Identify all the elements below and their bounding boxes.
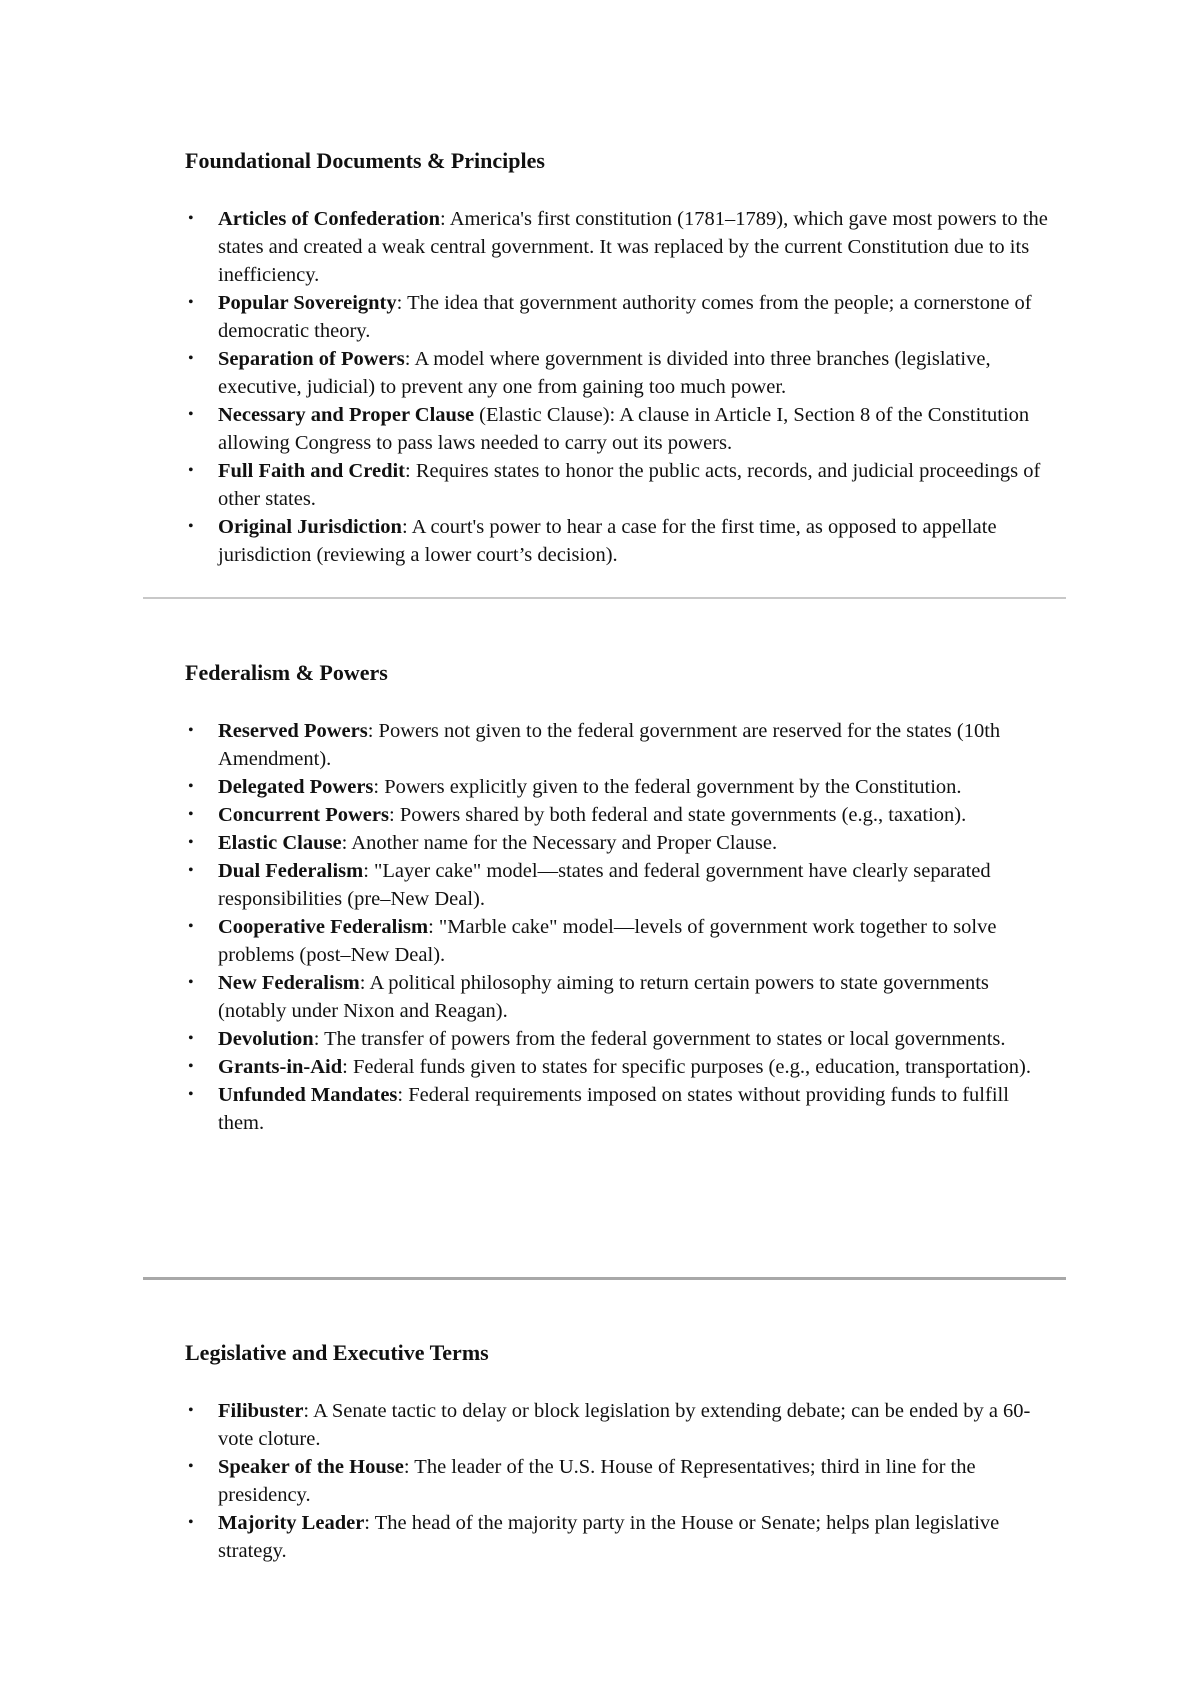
term-definition: : A court's power to hear a case for the first time, as opposed to appellate jurisdiction (reviewing a lower court’s decision).	[218, 516, 997, 566]
bullet-icon: •	[188, 834, 194, 851]
term-definition: : Powers not given to the federal government are reserved for the states (10th Amendment).	[218, 720, 1001, 770]
list-item	[185, 1053, 1058, 1081]
term-name: Popular Sovereignty	[218, 292, 397, 314]
bullet-icon: •	[188, 1086, 194, 1103]
list-item	[185, 1025, 1058, 1053]
list-item	[185, 801, 1058, 829]
section-divider	[143, 1277, 1066, 1280]
term-name: Filibuster	[218, 1400, 304, 1422]
term-list	[185, 717, 1058, 1137]
list-item	[185, 345, 1058, 401]
bullet-icon: •	[188, 974, 194, 991]
term-name: Elastic Clause	[218, 832, 342, 854]
list-item	[185, 969, 1058, 1025]
list-item	[185, 1397, 1058, 1453]
bullet-icon: •	[188, 1514, 194, 1531]
term-name: Concurrent Powers	[218, 804, 389, 826]
term-definition: : A political philosophy aiming to return certain powers to state governments (notably under Nixon and Reagan).	[218, 972, 989, 1022]
term-name: New Federalism	[218, 972, 360, 994]
term-name: Devolution	[218, 1028, 314, 1050]
term-definition: : The idea that government authority comes from the people; a cornerstone of democratic theory.	[218, 292, 1032, 342]
list-item	[185, 1453, 1058, 1509]
section-foundational	[185, 147, 1065, 566]
bullet-icon: •	[188, 294, 194, 311]
term-definition: : A Senate tactic to delay or block legislation by extending debate; can be ended by a 60-vote cloture.	[218, 1400, 1031, 1450]
list-item	[185, 717, 1058, 773]
bullet-icon: •	[188, 778, 194, 795]
term-definition: : Federal funds given to states for specific purposes (e.g., education, transportation).	[342, 1056, 1031, 1078]
term-definition: : Another name for the Necessary and Proper Clause.	[341, 832, 778, 854]
term-definition: : "Layer cake" model—states and federal government have clearly separated responsibilities (pre–New Deal).	[218, 860, 991, 910]
section-heading: Federalism & Powers	[185, 660, 388, 685]
term-name: Grants-in-Aid	[218, 1056, 343, 1078]
list-item	[185, 1509, 1058, 1565]
term-definition: : The leader of the U.S. House of Representatives; third in line for the presidency.	[218, 1456, 976, 1506]
bullet-icon: •	[188, 862, 194, 879]
bullet-icon: •	[188, 210, 194, 227]
list-item	[185, 913, 1058, 969]
list-item	[185, 857, 1058, 913]
bullet-icon: •	[188, 1058, 194, 1075]
term-name: Unfunded Mandates	[218, 1084, 398, 1106]
bullet-icon: •	[188, 806, 194, 823]
list-item	[185, 289, 1058, 345]
bullet-icon: •	[188, 918, 194, 935]
term-definition: : Powers shared by both federal and state governments (e.g., taxation).	[389, 804, 967, 826]
term-name: Majority Leader	[218, 1512, 365, 1534]
bullet-icon: •	[188, 1458, 194, 1475]
term-definition: : The transfer of powers from the federal government to states or local governments.	[313, 1028, 1006, 1050]
term-name: Necessary and Proper Clause	[218, 404, 475, 426]
term-name: Reserved Powers	[218, 720, 368, 742]
bullet-icon: •	[188, 1030, 194, 1047]
section-heading: Foundational Documents & Principles	[185, 148, 545, 173]
term-definition: : Federal requirements imposed on states without providing funds to fulfill them.	[218, 1084, 1009, 1134]
list-item	[185, 829, 1058, 857]
term-definition: : Powers explicitly given to the federal government by the Constitution.	[373, 776, 962, 798]
list-item	[185, 457, 1058, 513]
section-legislative	[185, 1339, 1065, 1562]
term-list	[185, 205, 1058, 569]
term-definition: : America's first constitution (1781–1789), which gave most powers to the states and created a weak central government. It was replaced by the current Constitution due to its inefficiency.	[218, 208, 1048, 286]
bullet-icon: •	[188, 1402, 194, 1419]
list-item	[185, 773, 1058, 801]
bullet-icon: •	[188, 406, 194, 423]
term-name: Full Faith and Credit	[218, 460, 405, 482]
term-name: Articles of Confederation	[218, 208, 441, 230]
term-name: Original Jurisdiction	[218, 516, 402, 538]
section-federalism	[185, 659, 1065, 1134]
term-definition: : Requires states to honor the public acts, records, and judicial proceedings of other states.	[218, 460, 1041, 510]
section-heading: Legislative and Executive Terms	[185, 1340, 489, 1365]
term-name: Cooperative Federalism	[218, 916, 429, 938]
term-definition: (Elastic Clause): A clause in Article I, Section 8 of the Constitution allowing Congress to pass laws needed to carry out its powers.	[218, 404, 1030, 454]
term-name: Dual Federalism	[218, 860, 364, 882]
term-definition: : "Marble cake" model—levels of government work together to solve problems (post–New Deal).	[218, 916, 997, 966]
bullet-icon: •	[188, 722, 194, 739]
term-name: Separation of Powers	[218, 348, 405, 370]
list-item	[185, 401, 1058, 457]
term-list	[185, 1397, 1058, 1565]
term-name: Delegated Powers	[218, 776, 374, 798]
list-item	[185, 513, 1058, 569]
list-item	[185, 1081, 1058, 1137]
list-item	[185, 205, 1058, 289]
bullet-icon: •	[188, 350, 194, 367]
section-divider	[143, 597, 1066, 599]
term-name: Speaker of the House	[218, 1456, 404, 1478]
term-definition: : The head of the majority party in the House or Senate; helps plan legislative strategy.	[218, 1512, 1000, 1562]
term-definition: : A model where government is divided into three branches (legislative, executive, judicial) to prevent any one from gaining too much power.	[218, 348, 991, 398]
bullet-icon: •	[188, 518, 194, 535]
bullet-icon: •	[188, 462, 194, 479]
